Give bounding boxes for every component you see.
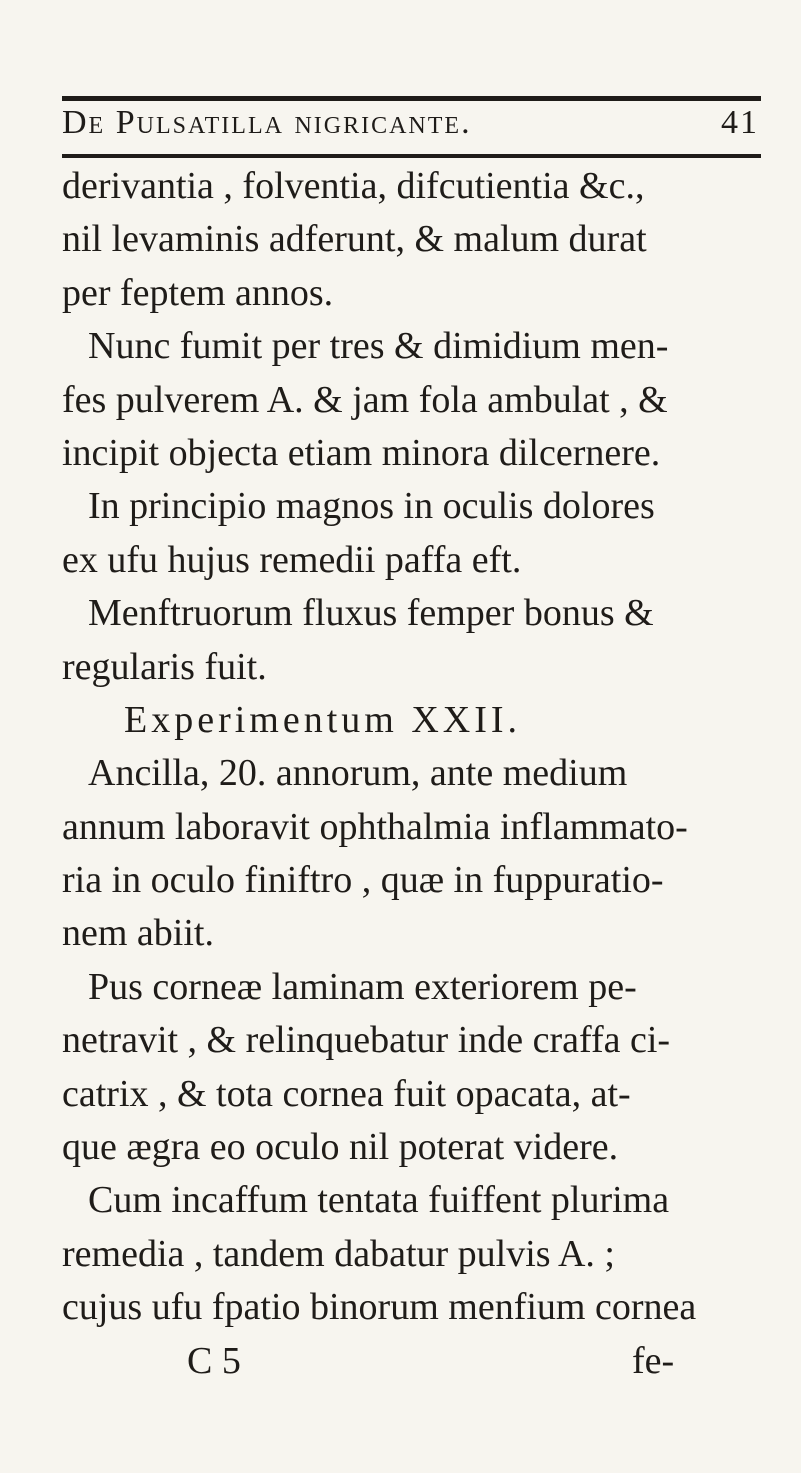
text-line: regularis fuit. xyxy=(62,645,267,688)
text-line: incipit objecta etiam minora dilcernere. xyxy=(62,431,661,474)
text-line: ex ufu hujus remedii paffa eft. xyxy=(62,538,522,581)
text-line: derivantia , folventia, difcutientia &c., xyxy=(62,165,645,207)
text-line: ria in oculo finiftro , quæ in fuppuratio- xyxy=(62,859,664,902)
header-rule-bottom xyxy=(62,154,761,158)
text-line: Menftruorum fluxus femper bonus & xyxy=(88,592,654,635)
text-line: Ancilla, 20. annorum, ante medium xyxy=(88,752,628,795)
page-footer-line xyxy=(62,1335,762,1388)
running-header xyxy=(62,100,761,152)
running-title: De Pulsatilla nigricante. xyxy=(62,104,472,141)
text-line: remedia , tandem dabatur pulvis A. ; xyxy=(62,1232,615,1275)
text-line: fes pulverem A. & jam fola ambulat , & xyxy=(62,378,668,421)
text-line: que ægra eo oculo nil poterat videre. xyxy=(62,1126,619,1169)
text-line: catrix , & tota cornea fuit opacata, at- xyxy=(62,1072,631,1115)
text-line: per feptem annos. xyxy=(62,271,334,314)
body-text xyxy=(62,160,762,1388)
page-number: 41 xyxy=(721,104,759,141)
text-line: In principio magnos in oculis dolores xyxy=(88,485,655,528)
experiment-heading: Experimentum XXII. xyxy=(124,698,522,741)
text-line: netravit , & relinquebatur inde craffa ci- xyxy=(62,1019,671,1062)
text-line: annum laboravit ophthalmia inflammato- xyxy=(62,805,688,848)
signature-mark: C 5 xyxy=(187,1339,241,1382)
text-line: Pus corneæ laminam exteriorem pe- xyxy=(88,965,637,1008)
catchword: fe- xyxy=(632,1339,675,1382)
text-line: nem abiit. xyxy=(62,912,214,955)
text-line: nil levaminis adferunt, & malum durat xyxy=(62,218,647,261)
text-line: Cum incaffum tentata fuiffent plurima xyxy=(88,1179,670,1222)
text-line: cujus ufu fpatio binorum menfium cornea xyxy=(62,1286,697,1329)
text-line: Nunc fumit per tres & dimidium men- xyxy=(88,325,669,368)
